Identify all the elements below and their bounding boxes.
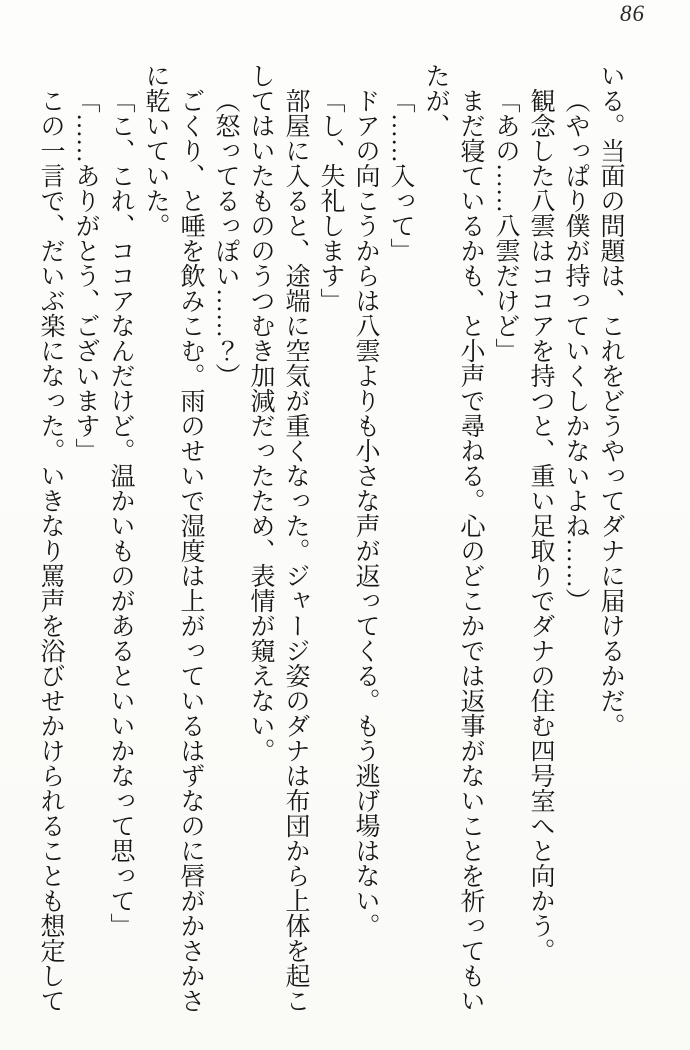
text-column: 「……入って」: [387, 88, 414, 263]
text-column: まだ寝ているかも、と小声で尋ねる。心のどこかでは返事がないことを祈ってもい: [457, 88, 484, 1013]
text-column: 「こ、これ、ココアなんだけど。温かいものがあるといいかなって思って」: [107, 88, 134, 938]
text-column: （やっぱり僕が持っていくしかないよね……）: [562, 88, 589, 613]
page-number: 86: [620, 1, 645, 26]
text-column: いる。当面の問題は、これをどうやってダナに届けるかだ。: [597, 63, 624, 738]
text-column: ごくり、と唾を飲みこむ。雨のせいで湿度は上がっているはずなのに唇がかさかさ: [177, 88, 204, 1013]
text-column: 「……ありがとう、ございます」: [72, 88, 99, 463]
text-column: （怒ってるっぽい……？）: [212, 88, 239, 388]
text-column: 「あの……八雲だけど」: [492, 88, 519, 363]
text-column: 部屋に入ると、途端に空気が重くなった。ジャージ姿のダナは布団から上体を起こ: [282, 88, 309, 1013]
text-column: 観念した八雲はココアを持つと、重い足取りでダナの住む四号室へと向かう。: [527, 88, 554, 963]
text-column: 「し、失礼します」: [317, 88, 344, 313]
text-column: に乾いていた。: [142, 63, 169, 238]
text-column: してはいたもののうつむき加減だったため、表情が窺えない。: [247, 63, 274, 763]
vertical-text-block: [33, 63, 628, 1015]
text-column: たが、: [422, 63, 449, 138]
text-column: ドアの向こうからは八雲よりも小さな声が返ってくる。もう逃げ場はない。: [352, 88, 379, 938]
text-column: この一言で、だいぶ楽になった。いきなり罵声を浴びせかけられることも想定して: [37, 88, 64, 1013]
